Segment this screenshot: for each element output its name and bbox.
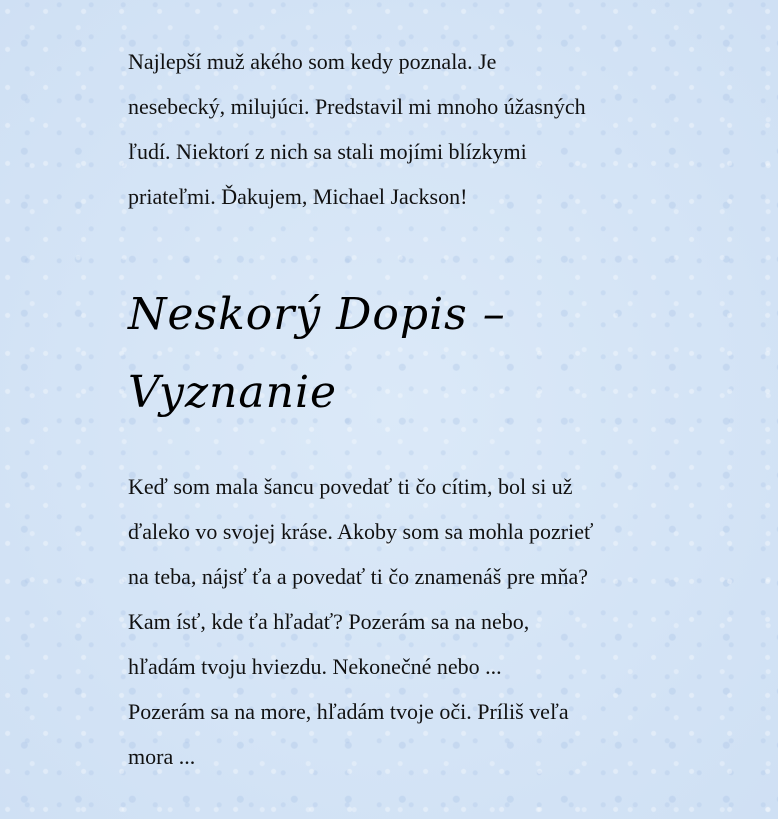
- intro-paragraph: [128, 39, 688, 219]
- heading-line: Neskorý Dopis –: [128, 289, 506, 340]
- body-line: Kam ísť, kde ťa hľadať? Pozerám sa na nebo,: [128, 609, 530, 634]
- intro-line: nesebecký, milujúci. Predstavil mi mnoho úžasných: [128, 94, 586, 119]
- intro-line: priateľmi. Ďakujem, Michael Jackson!: [128, 184, 468, 209]
- document-page: [128, 0, 728, 819]
- heading-line: Vyznanie: [128, 367, 338, 418]
- body-line: ďaleko vo svojej kráse. Akoby som sa mohla pozrieť: [128, 519, 594, 544]
- body-paragraph: [128, 464, 698, 779]
- section-heading: [128, 276, 728, 432]
- intro-line: ľudí. Niektorí z nich sa stali mojími blízkymi: [128, 139, 527, 164]
- body-line: mora ...: [128, 744, 196, 769]
- body-line: na teba, nájsť ťa a povedať ti čo znamenáš pre mňa?: [128, 564, 589, 589]
- intro-line: Najlepší muž akého som kedy poznala. Je: [128, 49, 497, 74]
- body-line: Keď som mala šancu povedať ti čo cítim, bol si už: [128, 474, 573, 499]
- body-line: Pozerám sa na more, hľadám tvoje oči. Príliš veľa: [128, 699, 569, 724]
- body-line: hľadám tvoju hviezdu. Nekonečné nebo ...: [128, 654, 502, 679]
